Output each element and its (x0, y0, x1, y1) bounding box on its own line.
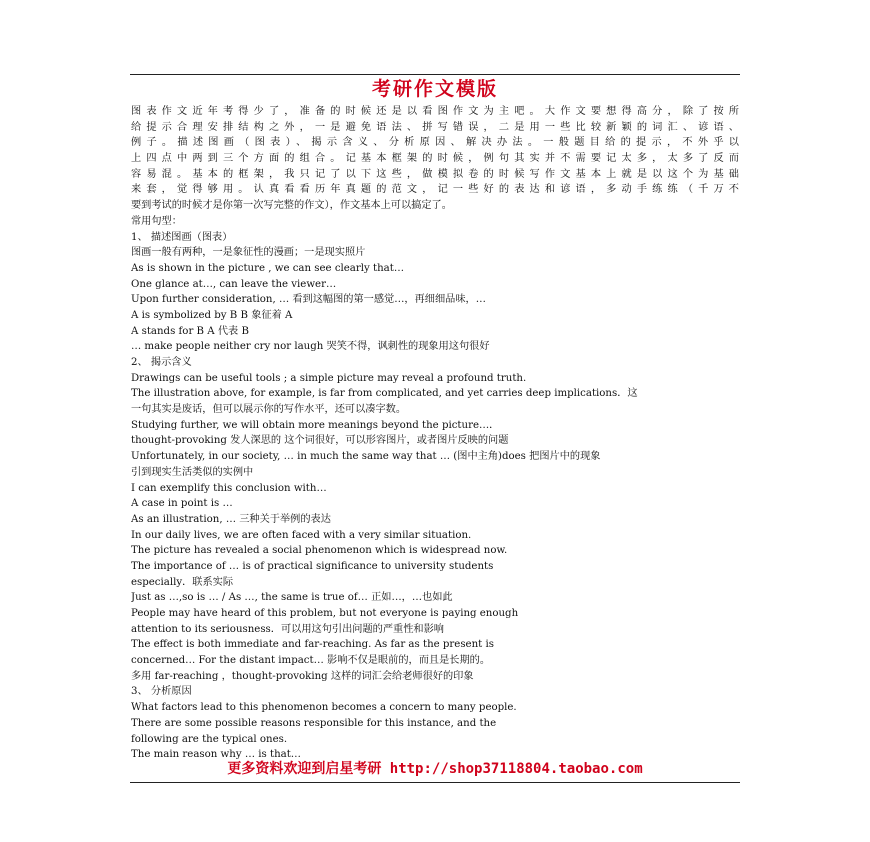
common-sentences-label: 常用句型： (131, 215, 182, 227)
intro-line: 上四点中两到三个方面的组合。记基本框架的时候，例句其实并不需要记太多，太多了反而 (131, 153, 739, 165)
sentence-line: A is symbolized by B B 象征着 A (131, 309, 293, 321)
section-heading: 1、 描述图画（图表） (131, 231, 233, 243)
sentence-line: 引到现实生活类似的实例中 (131, 466, 254, 478)
sentence-line: Unfortunately, in our society, … in much the same way that … (图中主角)does 把图片中的现象 (131, 451, 601, 463)
intro-line: 来套，觉得够用。认真看看历年真题的范文，记一些好的表达和谚语，多动手练练（千万不 (131, 184, 739, 196)
bottom-rule (130, 782, 740, 783)
intro-line: 给提示合理安排结构之外，一是避免语法、拼写错误，二是用一些比较新颖的词汇、谚语、 (131, 121, 739, 133)
section-heading: 3、 分析原因 (131, 686, 192, 698)
sentence-line: What factors lead to this phenomenon becomes a concern to many people. (131, 702, 517, 714)
sentence-line: I can exemplify this conclusion with… (131, 482, 327, 494)
sentence-line: As is shown in the picture , we can see clearly that… (131, 262, 405, 274)
sentence-line: Just as …,so is … / As …, the same is true of… 正如…，…也如此 (131, 592, 453, 604)
sentence-line: One glance at…, can leave the viewer… (131, 278, 337, 290)
sentence-line: attention to its seriousness．可以用这句引出问题的严重性和影响 (131, 623, 444, 635)
sentence-line: The effect is both immediate and far-reaching. As far as the present is (131, 639, 494, 651)
sentence-line: There are some possible reasons responsible for this instance, and the (131, 717, 497, 729)
footer-advert: 更多资料欢迎到启星考研 http://shop37118804.taobao.com (227, 761, 643, 777)
sentence-line: Upon further consideration, … 看到这幅图的第一感觉…，再细细品味，… (131, 294, 486, 306)
sentence-line: A case in point is … (131, 498, 233, 510)
document-title: 考研作文模版 (371, 78, 498, 100)
intro-line: 图表作文近年考得少了，准备的时候还是以看图作文为主吧。大作文要想得高分，除了按所 (131, 106, 739, 117)
top-rule (130, 74, 740, 75)
sentence-line: especially．联系实际 (131, 576, 234, 588)
intro-paragraph (131, 104, 739, 214)
sentence-line: 多用 far-reaching ，thought-provoking 这样的词汇会给老师很好的印象 (131, 670, 474, 682)
sentence-line: concerned… For the distant impact… 影响不仅是眼前的，而且是长期的。 (131, 655, 491, 667)
sentence-line: In our daily lives, we are often faced with a very similar situation. (131, 529, 472, 541)
sentence-line: The illustration above, for example, is far from complicated, and yet carries deep implications．这 (131, 388, 638, 400)
sentence-line: The main reason why … is that… (131, 749, 301, 761)
section-describe (131, 230, 739, 356)
sentence-line: The picture has revealed a social phenomenon which is widespread now. (131, 545, 508, 557)
document-body (131, 104, 739, 763)
sentence-line: A stands for B A 代表 B (131, 325, 249, 337)
sentence-line: thought-provoking 发人深思的 这个词很好，可以形容图片，或者图片反映的问题 (131, 435, 509, 447)
sentence-line: … make people neither cry nor laugh 哭笑不得，讽刺性的现象用这句很好 (131, 341, 490, 353)
sentence-line: As an illustration, … 三种关于举例的表达 (131, 513, 331, 525)
intro-line: 要到考试的时候才是你第一次写完整的作文），作文基本上可以搞定了。 (131, 200, 452, 212)
intro-line: 例子。描述图画（图表）、揭示含义、分析原因、解决办法。一般题目给的提示，不外乎以 (131, 137, 739, 149)
section-heading: 2、 揭示含义 (131, 357, 192, 368)
sentence-line: following are the typical ones. (131, 733, 288, 745)
section-reveal-meaning (131, 355, 739, 684)
sentence-line: The importance of … is of practical significance to university students (131, 560, 494, 572)
sentence-line: 一句其实是废话，但可以展示你的写作水平，还可以凑字数。 (131, 404, 407, 416)
sentence-line: 图画一般有两种，一是象征性的漫画；一是现实照片 (131, 247, 366, 259)
section-analyze-causes (131, 684, 739, 762)
sentence-line: Studying further, we will obtain more meanings beyond the picture…． (131, 419, 500, 431)
sentence-line: Drawings can be useful tools ; a simple picture may reveal a profound truth. (131, 372, 527, 384)
intro-line: 容易混。基本的框架，我只记了以下这些，做模拟卷的时候写作文基本上就是以这个为基础 (131, 168, 739, 180)
sentence-line: People may have heard of this problem, but not everyone is paying enough (131, 608, 519, 619)
